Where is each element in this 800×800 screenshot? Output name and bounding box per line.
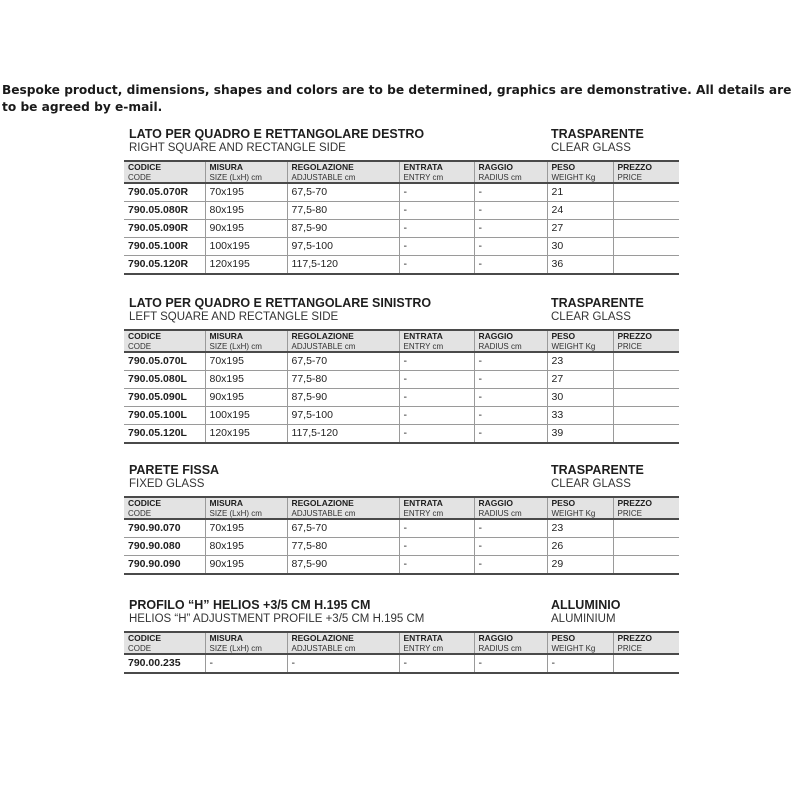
table-cell: - (399, 389, 474, 407)
column-header (124, 161, 205, 183)
column-header-it: PREZZO (617, 633, 652, 643)
column-header (287, 632, 399, 654)
table-cell (613, 556, 679, 575)
column-header-it: PESO (551, 633, 576, 643)
product-table (124, 160, 679, 275)
column-header (613, 330, 679, 352)
column-header-en: WEIGHT Kg (551, 508, 596, 518)
column-header (287, 161, 399, 183)
column-header-it: RAGGIO (478, 498, 513, 508)
column-header-en: CODE (128, 172, 152, 182)
table-cell: 117,5-120 (287, 256, 399, 275)
table-cell (613, 371, 679, 389)
column-header-en: RADIUS cm (478, 172, 522, 182)
table-cell: - (474, 371, 547, 389)
column-header-it: MISURA (209, 162, 244, 172)
table-cell: - (474, 407, 547, 425)
column-header-en: ENTRY cm (403, 341, 444, 351)
table-cell: 790.05.120L (124, 425, 205, 444)
column-header-en: CODE (128, 508, 152, 518)
column-header-en: CODE (128, 643, 152, 653)
table-cell: - (474, 352, 547, 371)
table-row (124, 371, 679, 389)
column-header-en: ADJUSTABLE cm (291, 643, 356, 653)
column-header (124, 632, 205, 654)
table-cell: 790.05.090L (124, 389, 205, 407)
column-header (399, 330, 474, 352)
table-row (124, 352, 679, 371)
material-label-en: CLEAR GLASS (551, 311, 631, 323)
section-subtitle: RIGHT SQUARE AND RECTANGLE SIDE (129, 142, 346, 154)
table-cell: 67,5-70 (287, 352, 399, 371)
column-header-en: WEIGHT Kg (551, 341, 596, 351)
table-cell: 117,5-120 (287, 425, 399, 444)
table-cell: 23 (547, 519, 613, 538)
table-cell: 36 (547, 256, 613, 275)
table-cell: - (399, 425, 474, 444)
material-label: ALLUMINIO (551, 598, 621, 612)
table-cell: 24 (547, 202, 613, 220)
table-cell: - (399, 220, 474, 238)
column-header (205, 632, 287, 654)
column-header-it: PREZZO (617, 331, 652, 341)
table-row (124, 256, 679, 275)
table-row (124, 389, 679, 407)
table-header-row (124, 161, 679, 183)
table-cell: 77,5-80 (287, 538, 399, 556)
table-cell: 790.05.120R (124, 256, 205, 275)
table-row (124, 519, 679, 538)
table-cell (613, 425, 679, 444)
table-cell: - (399, 538, 474, 556)
column-header-en: WEIGHT Kg (551, 172, 596, 182)
column-header (399, 161, 474, 183)
table-cell: 90x195 (205, 389, 287, 407)
table-cell: 790.05.070L (124, 352, 205, 371)
table-cell: 39 (547, 425, 613, 444)
table-cell (613, 519, 679, 538)
table-cell (613, 256, 679, 275)
column-header (287, 497, 399, 519)
table-cell: 80x195 (205, 371, 287, 389)
table-cell: - (399, 202, 474, 220)
table-row (124, 556, 679, 575)
column-header-en: RADIUS cm (478, 508, 522, 518)
table-cell: 90x195 (205, 556, 287, 575)
table-cell: - (474, 556, 547, 575)
column-header (474, 497, 547, 519)
column-header-it: PREZZO (617, 498, 652, 508)
table-cell: 790.05.080R (124, 202, 205, 220)
table-cell (613, 220, 679, 238)
table-cell: - (474, 519, 547, 538)
table-cell: 120x195 (205, 256, 287, 275)
column-header-en: CODE (128, 341, 152, 351)
table-row (124, 220, 679, 238)
table-row (124, 654, 679, 673)
disclaimer-note: Bespoke product, dimensions, shapes and colors are to be determined, graphics are demonstrative. All details are to be agreed by e-mail. (2, 83, 792, 114)
table-cell: 77,5-80 (287, 202, 399, 220)
material-label-en: ALUMINIUM (551, 613, 616, 625)
table-cell: - (399, 654, 474, 673)
section-title: PARETE FISSA (129, 463, 220, 477)
column-header (547, 161, 613, 183)
column-header-en: SIZE (LxH) cm (209, 341, 262, 351)
column-header-it: ENTRATA (403, 498, 443, 508)
material-label: TRASPARENTE (551, 127, 644, 141)
table-cell: 80x195 (205, 202, 287, 220)
table-cell: 87,5-90 (287, 389, 399, 407)
table-cell (613, 352, 679, 371)
column-header-en: WEIGHT Kg (551, 643, 596, 653)
column-header-it: REGOLAZIONE (291, 498, 354, 508)
column-header-en: SIZE (LxH) cm (209, 508, 262, 518)
table-cell (613, 202, 679, 220)
column-header-it: PESO (551, 162, 576, 172)
table-cell: 77,5-80 (287, 371, 399, 389)
table-cell (613, 538, 679, 556)
column-header-it: MISURA (209, 633, 244, 643)
column-header-it: ENTRATA (403, 633, 443, 643)
product-table (124, 496, 679, 575)
product-table (124, 631, 679, 674)
column-header-it: CODICE (128, 633, 162, 643)
table-cell: 790.90.080 (124, 538, 205, 556)
table-cell: 790.05.070R (124, 183, 205, 202)
table-cell: 26 (547, 538, 613, 556)
table-cell: 27 (547, 220, 613, 238)
column-header-it: RAGGIO (478, 331, 513, 341)
table-header-row (124, 330, 679, 352)
column-header-en: ADJUSTABLE cm (291, 341, 356, 351)
column-header-en: ENTRY cm (403, 172, 444, 182)
column-header (205, 497, 287, 519)
table-cell: - (474, 202, 547, 220)
table-cell: 790.05.080L (124, 371, 205, 389)
column-header (547, 497, 613, 519)
column-header (124, 497, 205, 519)
table-cell: - (399, 352, 474, 371)
product-table (124, 329, 679, 444)
material-label-en: CLEAR GLASS (551, 478, 631, 490)
table-cell: 90x195 (205, 220, 287, 238)
table-cell: 21 (547, 183, 613, 202)
table-cell: 30 (547, 238, 613, 256)
column-header-it: MISURA (209, 498, 244, 508)
column-header-en: SIZE (LxH) cm (209, 643, 262, 653)
table-cell (613, 654, 679, 673)
column-header-it: ENTRATA (403, 162, 443, 172)
table-cell: 97,5-100 (287, 407, 399, 425)
table-cell: 29 (547, 556, 613, 575)
column-header-en: PRICE (617, 643, 642, 653)
column-header (547, 330, 613, 352)
table-cell: - (399, 238, 474, 256)
table-cell: 100x195 (205, 407, 287, 425)
column-header-en: RADIUS cm (478, 341, 522, 351)
column-header (205, 330, 287, 352)
table-cell: 27 (547, 371, 613, 389)
table-cell (613, 238, 679, 256)
table-cell: - (399, 407, 474, 425)
material-label: TRASPARENTE (551, 463, 644, 477)
table-cell: - (399, 556, 474, 575)
column-header-it: PESO (551, 498, 576, 508)
table-cell (613, 407, 679, 425)
column-header (613, 497, 679, 519)
table-cell: 100x195 (205, 238, 287, 256)
section-header (124, 463, 679, 496)
table-cell: - (399, 371, 474, 389)
section-subtitle: FIXED GLASS (129, 478, 205, 490)
material-label: TRASPARENTE (551, 296, 644, 310)
table-row (124, 183, 679, 202)
table-row (124, 407, 679, 425)
table-cell: 33 (547, 407, 613, 425)
column-header-en: PRICE (617, 172, 642, 182)
section-title: LATO PER QUADRO E RETTANGOLARE SINISTRO (129, 296, 432, 310)
column-header (547, 632, 613, 654)
table-cell: - (474, 389, 547, 407)
section-fixed-glass (124, 463, 679, 575)
table-cell: 30 (547, 389, 613, 407)
table-cell: 67,5-70 (287, 183, 399, 202)
table-cell: - (205, 654, 287, 673)
column-header (205, 161, 287, 183)
table-cell: 23 (547, 352, 613, 371)
table-cell: - (474, 183, 547, 202)
table-row (124, 202, 679, 220)
table-cell: 790.90.070 (124, 519, 205, 538)
table-row (124, 538, 679, 556)
table-cell: - (399, 256, 474, 275)
section-title: LATO PER QUADRO E RETTANGOLARE DESTRO (129, 127, 425, 141)
table-row (124, 425, 679, 444)
column-header-it: PREZZO (617, 162, 652, 172)
table-cell (613, 183, 679, 202)
column-header-it: RAGGIO (478, 162, 513, 172)
table-cell: 87,5-90 (287, 556, 399, 575)
table-cell: 70x195 (205, 352, 287, 371)
section-subtitle: LEFT SQUARE AND RECTANGLE SIDE (129, 311, 339, 323)
table-cell: - (474, 425, 547, 444)
table-cell: 70x195 (205, 519, 287, 538)
table-cell: - (399, 519, 474, 538)
table-cell: - (474, 256, 547, 275)
column-header-en: PRICE (617, 508, 642, 518)
table-cell: - (474, 654, 547, 673)
column-header (124, 330, 205, 352)
table-row (124, 238, 679, 256)
column-header-it: CODICE (128, 331, 162, 341)
column-header-it: PESO (551, 331, 576, 341)
table-cell: 87,5-90 (287, 220, 399, 238)
column-header (399, 497, 474, 519)
column-header (474, 161, 547, 183)
column-header (474, 330, 547, 352)
table-cell: - (474, 538, 547, 556)
column-header-en: RADIUS cm (478, 643, 522, 653)
column-header-it: CODICE (128, 498, 162, 508)
table-cell: 97,5-100 (287, 238, 399, 256)
table-cell: 67,5-70 (287, 519, 399, 538)
table-header-row (124, 632, 679, 654)
column-header (399, 632, 474, 654)
material-label-en: CLEAR GLASS (551, 142, 631, 154)
table-cell: 80x195 (205, 538, 287, 556)
section-header (124, 127, 679, 160)
column-header-en: ENTRY cm (403, 643, 444, 653)
table-cell: 120x195 (205, 425, 287, 444)
table-cell: 790.05.090R (124, 220, 205, 238)
column-header-it: ENTRATA (403, 331, 443, 341)
column-header (613, 161, 679, 183)
section-title: PROFILO “H” HELIOS +3/5 CM H.195 CM (129, 598, 371, 612)
table-cell: - (287, 654, 399, 673)
column-header-en: SIZE (LxH) cm (209, 172, 262, 182)
column-header (613, 632, 679, 654)
section-header (124, 598, 679, 631)
table-header-row (124, 497, 679, 519)
section-subtitle: HELIOS “H” ADJUSTMENT PROFILE +3/5 CM H.195 CM (129, 613, 425, 625)
table-cell: 790.05.100R (124, 238, 205, 256)
table-cell (613, 389, 679, 407)
column-header-en: ADJUSTABLE cm (291, 508, 356, 518)
table-cell: 790.00.235 (124, 654, 205, 673)
column-header-en: ENTRY cm (403, 508, 444, 518)
column-header-en: ADJUSTABLE cm (291, 172, 356, 182)
column-header-it: CODICE (128, 162, 162, 172)
column-header (474, 632, 547, 654)
table-cell: 790.90.090 (124, 556, 205, 575)
column-header-it: REGOLAZIONE (291, 633, 354, 643)
table-cell: 70x195 (205, 183, 287, 202)
column-header-it: REGOLAZIONE (291, 331, 354, 341)
column-header (287, 330, 399, 352)
table-cell: - (474, 238, 547, 256)
table-cell: 790.05.100L (124, 407, 205, 425)
section-left-side (124, 296, 679, 444)
column-header-en: PRICE (617, 341, 642, 351)
section-h-profile (124, 598, 679, 674)
table-cell: - (474, 220, 547, 238)
column-header-it: RAGGIO (478, 633, 513, 643)
section-header (124, 296, 679, 329)
table-cell: - (399, 183, 474, 202)
section-right-side (124, 127, 679, 275)
column-header-it: MISURA (209, 331, 244, 341)
table-cell: - (547, 654, 613, 673)
column-header-it: REGOLAZIONE (291, 162, 354, 172)
